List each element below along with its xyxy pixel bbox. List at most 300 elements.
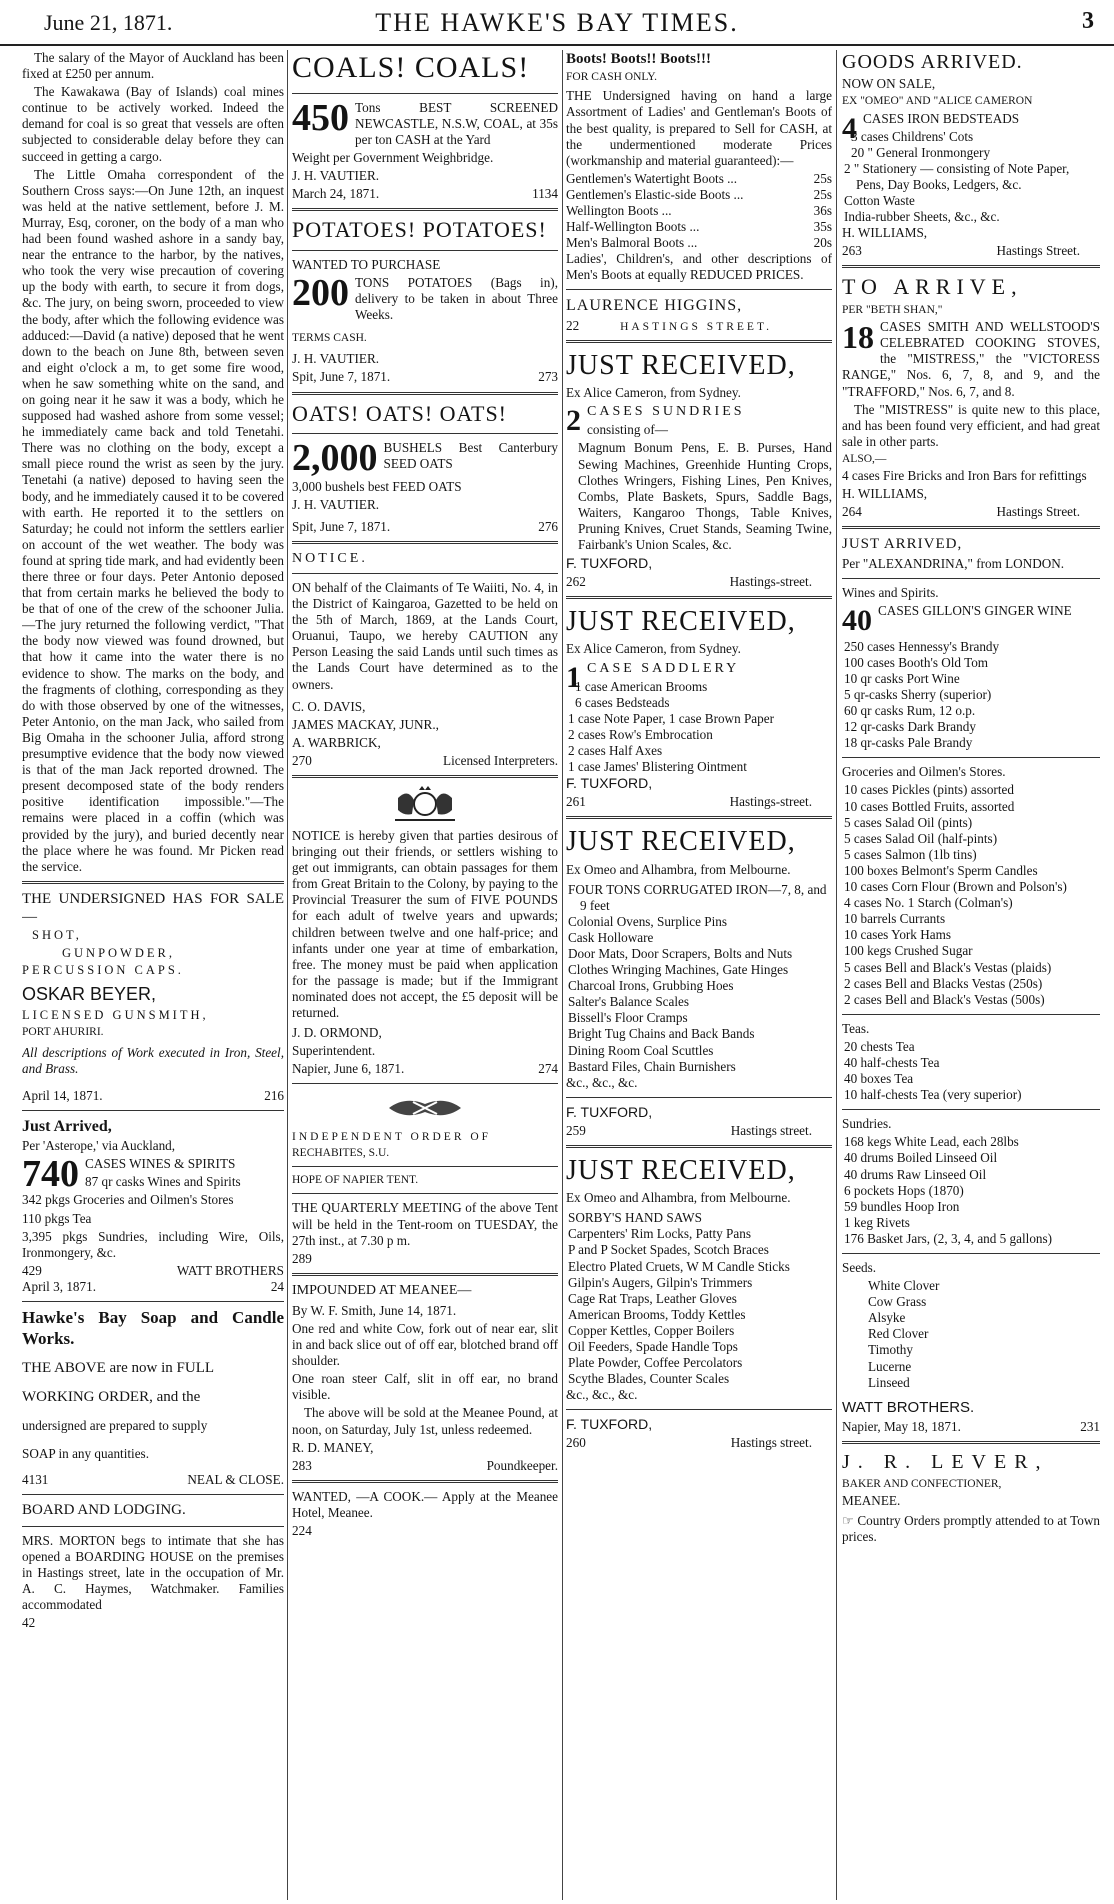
item-list (566, 679, 832, 776)
price-row (566, 235, 832, 251)
price-item-value: 36s (813, 202, 832, 218)
divider (292, 433, 558, 434)
item-list (842, 782, 1100, 1007)
ad-line: undersigned are prepared to supply (22, 1418, 208, 1434)
list-item: FOUR TONS CORRUGATED IRON—7, 8, and 9 feet (568, 881, 827, 913)
divider (842, 757, 1100, 758)
list-item: 2 cases Bell and Blacks Vestas (250s) (844, 975, 1043, 991)
divider (842, 265, 1100, 268)
ad-line: Ex Alice Cameron, from Sydney. (566, 641, 741, 657)
list-item: 6 cases Bedsteads (575, 694, 670, 710)
price-row (566, 219, 832, 235)
ad-line: SOAP in any quantities. (22, 1446, 149, 1462)
ad-line: 87 qr casks Wines and Spirits (85, 1174, 241, 1190)
ad-body: THE Undersigned having on hand a large Assortment of Ladies' and Gentleman's Boots of the best quality, is prepared to Sell for CASH, at the undermentioned moderate Prices (workmanship and material guaranteed):— (566, 88, 832, 168)
ad-name: NEAL & CLOSE. (187, 1472, 284, 1488)
item-list (842, 1134, 1100, 1247)
ad-just-received-saws (566, 1154, 832, 1452)
ad-big-number: 2 (566, 404, 581, 438)
ad-big-number: 1 (566, 660, 581, 694)
ad-heading: COALS! COALS! (292, 51, 530, 84)
ad-body: MRS. MORTON begs to intimate that she has opened a BOARDING HOUSE on the premises in Hastings street, late in the occupation of Mr. A. C. Haymes, Watchmaker. Families accommodated (22, 1532, 284, 1612)
ad-body: Ladies', Children's, and other descriptions of Men's Boots at equally REDUCED PRICES. (566, 251, 832, 283)
ad-number: 4131 (22, 1472, 49, 1488)
list-item: 10 half-chests Tea (very superior) (844, 1087, 1022, 1103)
ad-line: CASE SADDLERY (587, 660, 740, 676)
ad-notice-claimants (292, 550, 558, 769)
list-item: 5 cases Bell and Black's Vestas (plaids) (844, 959, 1052, 975)
ad-watt-just-arrived (22, 1117, 284, 1295)
ad-number: 260 (566, 1435, 586, 1451)
list-item: 40 boxes Tea (844, 1071, 914, 1087)
ad-heading: THE UNDERSIGNED HAS FOR SALE— (22, 890, 284, 926)
ad-number: 259 (566, 1122, 586, 1138)
list-item: Dining Room Coal Scuttles (568, 1042, 714, 1058)
divider (292, 775, 558, 778)
ad-section: Sundries. (842, 1116, 892, 1132)
ad-number: 1134 (532, 186, 558, 202)
ad-line: CASES SUNDRIES (587, 404, 745, 420)
list-item: Gilpin's Augers, Gilpin's Trimmers (568, 1274, 753, 1290)
ad-name: OSKAR BEYER, (22, 984, 157, 1005)
divider (842, 578, 1100, 579)
ad-heading: NOTICE. (292, 550, 368, 566)
item-list (842, 1039, 1100, 1103)
divider (566, 596, 832, 599)
ad-line: One roan steer Calf, slit in off ear, no brand visible. (292, 1371, 558, 1403)
list-item: SORBY'S HAND SAWS (568, 1210, 702, 1226)
ad-line: FOR CASH ONLY. (566, 71, 657, 84)
list-item: India-rubber Sheets, &c., &c. (844, 209, 1000, 225)
list-item: 10 cases Bottled Fruits, assorted (844, 798, 1015, 814)
price-item-name: Half-Wellington Boots ... (566, 219, 700, 235)
ad-heading: Just Arrived, (22, 1117, 112, 1135)
clasped-hands-icon (385, 1090, 465, 1126)
royal-crest-icon (390, 784, 460, 824)
ad-line: WORKING ORDER, and the (22, 1388, 201, 1405)
ad-line: PER "BETH SHAN," (842, 304, 943, 317)
ad-section: Groceries and Oilmen's Stores. (842, 764, 1006, 780)
ad-name: J. H. VAUTIER. (292, 167, 380, 183)
price-item-value: 35s (813, 219, 832, 235)
ad-line: GUNPOWDER, (62, 945, 175, 960)
list-item: Bright Tug Chains and Back Bands (568, 1026, 755, 1042)
ad-cook (292, 1489, 558, 1539)
ad-body: Tons BEST SCREENED NEWCASTLE, N.S.W, COAL, at 35s per ton CASH at the Yard (355, 99, 558, 147)
ad-just-received-sundries (566, 349, 832, 590)
list-item: 6 pockets Hops (1870) (844, 1182, 964, 1198)
ad-number: 264 (842, 504, 862, 520)
divider (566, 1097, 832, 1098)
ad-date: March 24, 1871. (292, 186, 380, 202)
ad-oats (292, 401, 558, 535)
ad-line: PERCUSSION CAPS. (22, 962, 184, 977)
ad-name: R. D. MANEY, (292, 1439, 374, 1455)
list-item: Alsyke (868, 1310, 906, 1326)
ad-line: SHOT, (32, 928, 82, 943)
ad-date: Spit, June 7, 1871. (292, 369, 391, 385)
price-item-name: Gentlemen's Elastic-side Boots ... (566, 186, 744, 202)
ad-number: 274 (538, 1061, 558, 1077)
divider (566, 1409, 832, 1410)
ad-heading: JUST ARRIVED, (842, 536, 963, 553)
divider (566, 1145, 832, 1148)
ad-number: 270 (292, 752, 312, 768)
list-item: 5 cases Salmon (1lb tins) (844, 846, 977, 862)
list-item: 40 drums Boiled Linseed Oil (844, 1150, 998, 1166)
ad-address: Hastings street. (730, 1435, 812, 1451)
price-item-value: 25s (813, 186, 832, 202)
divider (292, 1193, 558, 1194)
ad-number: 273 (538, 369, 558, 385)
ad-number: 283 (292, 1457, 312, 1473)
divider (292, 392, 558, 395)
price-row (566, 171, 832, 187)
list-item: 250 cases Hennessy's Brandy (844, 638, 1000, 654)
ad-heading: GOODS ARRIVED. (842, 51, 1023, 73)
list-item: 5 cases Salad Oil (pints) (844, 814, 973, 830)
ad-name: J. D. ORMOND, (292, 1025, 382, 1041)
ad-line: Per 'Asterope,' via Auckland, (22, 1138, 176, 1154)
column-1 (22, 50, 284, 1900)
list-item: Carpenters' Rim Locks, Patty Pans (568, 1226, 751, 1242)
ad-role: Superintendent. (292, 1043, 376, 1059)
list-item: 1 case Note Paper, 1 case Brown Paper (568, 710, 775, 726)
list-item: 1 case James' Blistering Ointment (568, 759, 747, 775)
ad-address: Hastings-street. (729, 574, 812, 590)
ad-line: RECHABITES, S.U. (292, 1147, 390, 1160)
ad-lever (842, 1450, 1100, 1545)
ad-line: 342 pkgs Groceries and Oilmen's Stores (22, 1192, 234, 1208)
ad-heading: OATS! OATS! OATS! (292, 400, 508, 426)
ad-number: 262 (566, 574, 586, 590)
ad-heading: BOARD AND LODGING. (22, 1502, 186, 1519)
news-item-auckland: The salary of the Mayor of Auckland has been fixed at £250 per annum. (22, 50, 284, 82)
ad-line: Ex Omeo and Alhambra, from Melbourne. (566, 1190, 791, 1206)
ad-number: 24 (270, 1278, 284, 1294)
ad-body: Magnum Bonum Pens, E. B. Purses, Hand Sewing Machines, Greenhide Hunting Crops, Clothes Wringers, Fishing Lines, Pen Knives, Combs, Plate Baskets, Spurs, Saddle Bags, Waiters, Kangaroo Thongs, Table Knives, Pruning Knives, Cruet Stands, Seaming Twine, Fairbank's Union Scales, &c. (578, 440, 832, 553)
list-item: 5 qr-casks Sherry (superior) (844, 687, 992, 702)
divider (292, 573, 558, 574)
ad-number: 216 (264, 1087, 284, 1103)
column-4 (842, 50, 1100, 1900)
list-item: 20 chests Tea (844, 1038, 915, 1054)
divider (566, 816, 832, 819)
list-item: 40 half-chests Tea (844, 1054, 940, 1070)
list-item: Cow Grass (868, 1294, 927, 1310)
list-item: 2 " Stationery — consisting of Note Paper, Pens, Day Books, Ledgers, &c. (844, 160, 1070, 192)
ad-beyer (22, 890, 284, 1104)
list-item: Cage Rat Traps, Leather Gloves (568, 1290, 737, 1306)
ad-line: Ex Omeo and Alhambra, from Melbourne. (566, 861, 791, 877)
ad-heading: JUST RECEIVED, (566, 606, 796, 638)
ad-heading: JUST RECEIVED, (566, 1155, 796, 1186)
ad-line: 110 pkgs Tea (22, 1210, 92, 1226)
divider (842, 1253, 1100, 1254)
list-item: P and P Socket Spades, Scotch Braces (568, 1242, 769, 1258)
ad-line: 3,000 bushels best FEED OATS (292, 478, 462, 494)
ad-line: 3,395 pkgs Sundries, including Wire, Oils, Ironmongery, &c. (22, 1228, 284, 1260)
column-divider (836, 50, 837, 1900)
ad-date: April 3, 1871. (22, 1278, 96, 1294)
ad-big-number: 40 (842, 603, 872, 637)
ad-line: TERMS CASH. (292, 332, 367, 345)
ad-line: THE ABOVE are now in FULL (22, 1360, 215, 1377)
price-item-value: 25s (813, 170, 832, 186)
ad-impounded (292, 1282, 558, 1474)
ad-big-number: 740 (22, 1153, 79, 1196)
list-item: 100 cases Booth's Old Tom (844, 654, 989, 670)
ad-immigration (292, 784, 558, 1077)
ad-body: The "MISTRESS" is quite new to this place, and has been found very efficient, and had great sale in other parts. (842, 401, 1100, 449)
page-number: 3 (1082, 8, 1094, 34)
list-item: 18 qr-casks Pale Brandy (844, 735, 973, 751)
ad-date: Napier, May 18, 1871. (842, 1419, 961, 1435)
ad-body: THE QUARTERLY MEETING of the above Tent will be held in the Tent-room on TUESDAY, the 27th inst., at 7.30 p m. (292, 1200, 558, 1248)
issue-date: June 21, 1871. (44, 10, 173, 35)
ad-name: H. WILLIAMS, (842, 225, 928, 241)
ad-potatoes (292, 217, 558, 385)
ad-big-number: 200 (292, 272, 349, 315)
ad-trade: BAKER AND CONFECTIONER, (842, 1477, 1002, 1490)
ad-big-number: 4 (842, 111, 857, 145)
newspaper-title: THE HAWKE'S BAY TIMES. (375, 8, 739, 37)
list-item: 5 cases Salad Oil (half-pints) (844, 830, 998, 846)
price-row (566, 187, 832, 203)
item-list (566, 1210, 832, 1387)
ad-number: 42 (22, 1615, 36, 1631)
ad-heading: JUST RECEIVED, (566, 350, 796, 382)
list-item: Bastard Files, Chain Burnishers (568, 1058, 736, 1074)
item-list (566, 882, 832, 1075)
list-item: 4 cases No. 1 Starch (Colman's) (844, 895, 1013, 911)
list-item: Scythe Blades, Counter Scales (568, 1371, 730, 1387)
list-item: Salter's Balance Scales (568, 994, 690, 1010)
divider (22, 1494, 284, 1495)
ad-line: &c., &c., &c. (566, 1387, 638, 1403)
ad-place: PORT AHURIRI. (22, 1026, 104, 1039)
ad-body (842, 1513, 1100, 1545)
ad-heading: INDEPENDENT ORDER OF (292, 1131, 492, 1144)
ad-name: J. R. LEVER, (842, 1451, 1049, 1474)
ad-board (22, 1501, 284, 1631)
list-item: 20 " General Ironmongery (851, 144, 991, 160)
list-item: 59 bundles Hoop Iron (844, 1198, 960, 1214)
list-item: Bissell's Floor Cramps (568, 1010, 688, 1026)
list-item: 2 cases Row's Embrocation (568, 726, 713, 742)
divider (292, 541, 558, 544)
ad-big-number: 2,000 (292, 437, 378, 480)
price-item-name: Gentlemen's Watertight Boots ... (566, 170, 738, 186)
divider (842, 1441, 1100, 1444)
divider (292, 1166, 558, 1167)
divider (292, 93, 558, 94)
divider (842, 1109, 1100, 1110)
divider (566, 340, 832, 343)
ad-date: April 14, 1871. (22, 1087, 103, 1103)
ad-line: One red and white Cow, fork out of near ear, slit in and back slice out of off ear, blotched brand off shoulder. (292, 1320, 558, 1369)
ad-number: 22 (566, 317, 580, 333)
ad-just-received-iron (566, 825, 832, 1139)
list-item: 10 cases York Hams (844, 927, 951, 943)
ad-line: CASES GILLON'S GINGER WINE (878, 602, 1072, 618)
ad-heading: Hawke's Bay Soap and Candle Works. (22, 1307, 284, 1348)
ad-number: 276 (538, 518, 558, 534)
masthead (0, 0, 1114, 46)
ad-address: Hastings Street. (996, 504, 1080, 520)
ad-date: Napier, June 6, 1871. (292, 1061, 405, 1077)
ad-number: 429 (22, 1262, 42, 1278)
ad-line: HOPE OF NAPIER TENT. (292, 1174, 419, 1187)
ad-line: consisting of— (587, 422, 668, 438)
column-divider (287, 50, 288, 1900)
price-row (566, 203, 832, 219)
ad-role: Poundkeeper. (486, 1457, 558, 1473)
divider (842, 1014, 1100, 1015)
ad-heading: TO ARRIVE, (842, 274, 1023, 300)
ad-heading: IMPOUNDED AT MEANEE— (292, 1282, 472, 1298)
ad-trade: LICENSED GUNSMITH, (22, 1008, 209, 1023)
ad-name: J. H. VAUTIER. (292, 496, 380, 512)
ad-address: Hastings Street. (996, 243, 1080, 259)
ad-line: ALSO,— (842, 452, 887, 465)
ad-body: ON behalf of the Claimants of Te Waiiti, No. 4, in the District of Kaingaroa, Gazetted to be held on the 5th of March, 1869, at the Lands Court, Oruanui, Taupo, we hereby CAUTION any Person Leasing the said Lands until such times as the Lands Court have determined as to the owners. (292, 579, 558, 692)
divider (292, 208, 558, 211)
ad-to-arrive (842, 274, 1100, 520)
list-item: 2 cases Bell and Black's Vestas (500s) (844, 991, 1045, 1007)
divider (842, 526, 1100, 529)
ad-just-received-saddlery (566, 605, 832, 810)
pointing-hand-icon: ☞ (842, 1512, 858, 1528)
ad-line: WANTED TO PURCHASE (292, 256, 441, 272)
list-item: 10 cases Corn Flour (Brown and Polson's) (844, 879, 1067, 895)
ad-name: F. TUXFORD, (566, 775, 653, 792)
divider (22, 1110, 284, 1111)
list-item: Door Mats, Door Scrapers, Bolts and Nuts (568, 945, 793, 961)
news-item-omaha: The Little Omaha correspondent of the Southern Cross says:—On June 12th, an inquest was held at the native settlement, before J. M. Murray, Esq, coroner, on the body of a man who had been found washed ashore in a sandy bay, near the entrance to the harbor, by the natives, who took the very wise precaution of covering up the body with earth, to secure it from dogs, &c. The jury, on being sworn, proceeded to view the body, after which the following evidence was adduced:—David (a native) deposed that he went down to the beach on June 8th, between seven and eight o'clock a m, to get some fire wood, when he saw something white on the sand, and on going near it he saw it was a body, which he supposed had washed ashore from some vessel; he immediately came back and told Tenetahi. There was no clothing on the body, except a small piece round the wrist as seen by the jury. Tenetahi (a native) deposed to having seen the body, and he immediately caused it to be covered with earth. He reported it to the settlers on Saturday; he could not inform the settlers earlier on account of the wet weather. The body was found at spring tide mark, and had evidently been there three or four days. Peter Antonio deposed that from certain marks he believed the body to be that of one of the crew of the schooner Julia. —The jury returned the following verdict, "That the body now viewed was found drowned, but that how it came into the water there is no evidence to show. The marks on the body, and the fragments of clothing, corresponding as they do with those observed by one of the witnesses, Peter Antonio, on the man Jack, who sailed from Big Omaha in the schooner Julia, afford strong presumptive evidence that the body now viewed is that of the man Jack reported drowned. The present decomposed state of the body renders positive identification impossible."—The remains were placed in a coffin (which was provided by the jury), and buried decently near the place where he was found. Mr Picken read the service. (22, 166, 284, 874)
ad-name: F. TUXFORD, (566, 555, 653, 572)
price-item-name: Men's Balmoral Boots ... (566, 235, 698, 251)
price-item-name: Wellington Boots ... (566, 202, 672, 218)
item-list (842, 129, 1100, 226)
ad-boots (566, 50, 832, 334)
ad-heading: JUST RECEIVED, (566, 826, 796, 858)
ad-number: 224 (292, 1523, 312, 1538)
ad-date: Spit, June 7, 1871. (292, 518, 391, 534)
divider (292, 1480, 558, 1483)
ad-name: WATT BROTHERS (176, 1262, 284, 1278)
ad-body: NOTICE is hereby given that parties desirous of bringing out their friends, or settlers wishing to get out immigrants, can obtain passages for them from Great Britain to the Colony, by paying to the Provincial Treasurer the sum of FIVE POUNDS for each adult of twelve years and upwards; children between twelve and one half-price; and infants under one year at time of embarkation, free. The money must be paid when application for the passage is made; but if the Immigrant nominated does not accept, the £5 deposit will be returned. (292, 827, 558, 1020)
ad-big-number: 450 (292, 96, 349, 139)
list-item: Colonial Ovens, Surplice Pins (568, 913, 727, 929)
ad-coals (292, 50, 558, 202)
ad-address: Hastings street. (730, 1122, 812, 1138)
list-item: 60 qr casks Rum, 12 o.p. (844, 703, 976, 719)
ad-place: MEANEE. (842, 1492, 901, 1508)
item-list (842, 639, 1100, 752)
ad-name: C. O. DAVIS, (292, 698, 366, 714)
list-item: 168 kegs White Lead, each 28lbs (844, 1134, 1019, 1150)
ad-body: BUSHELS Best Canterbury SEED OATS (383, 440, 558, 472)
ad-section: Teas. (842, 1020, 870, 1036)
column-2 (292, 50, 558, 1900)
list-item: Oil Feeders, Spade Handle Tops (568, 1339, 738, 1354)
ad-goods-arrived (842, 50, 1100, 259)
divider (566, 289, 832, 290)
ad-number: 231 (1080, 1419, 1100, 1435)
ad-body: The above will be sold at the Meanee Pound, at noon, on Saturday, July 1st, unless redeemed. (292, 1405, 558, 1437)
ad-note: All descriptions of Work executed in Iron, Steel, and Brass. (22, 1045, 284, 1077)
ad-name: WATT BROTHERS. (842, 1398, 975, 1416)
list-item: 40 drums Raw Linseed Oil (844, 1166, 987, 1182)
ad-name: H. WILLIAMS, (842, 486, 928, 502)
list-item: 10 qr casks Port Wine (844, 670, 960, 686)
ad-body: WANTED, —A COOK.— Apply at the Meanee Hotel, Meanee. (292, 1488, 558, 1520)
list-item: Charcoal Irons, Grubbing Hoes (568, 978, 734, 994)
list-item: Cask Holloware (568, 929, 654, 945)
ad-name: F. TUXFORD, (566, 1416, 653, 1433)
column-divider (562, 50, 563, 1900)
divider (22, 881, 284, 884)
ad-address: HASTINGS STREET. (620, 320, 772, 333)
list-item: 10 cases Pickles (pints) assorted (844, 782, 1014, 798)
list-item: Timothy (868, 1342, 913, 1358)
ad-heading: Boots! Boots!! Boots!!! (566, 51, 711, 67)
ad-name: LAURENCE HIGGINS, (566, 297, 743, 315)
ad-line: CASES WINES & SPIRITS (85, 1156, 236, 1172)
list-item: Cotton Waste (844, 192, 915, 208)
ad-line: Ex Alice Cameron, from Sydney. (566, 385, 741, 401)
ad-heading: POTATOES! POTATOES! (292, 217, 547, 243)
divider (22, 1526, 284, 1527)
list-item: 3 cases Childrens' Cots (851, 128, 974, 144)
list-item: 1 case American Brooms (575, 678, 708, 694)
ad-number: 263 (842, 243, 862, 259)
list-item: 100 kegs Crushed Sugar (844, 943, 973, 959)
ad-watt-just-arrived-london (842, 535, 1100, 1435)
divider (22, 1301, 284, 1302)
ad-rechabites (292, 1090, 558, 1266)
list-item: Electro Plated Cruets, W M Candle Sticks (568, 1258, 790, 1274)
list-item: 12 qr-casks Dark Brandy (844, 719, 976, 735)
list-item: 100 boxes Belmont's Sperm Candles (844, 862, 1038, 878)
ad-name: F. TUXFORD, (566, 1103, 653, 1120)
ad-number: 261 (566, 794, 586, 810)
ad-name: A. WARBRICK, (292, 734, 381, 750)
ad-role: Licensed Interpreters. (443, 752, 558, 768)
list-item: 10 barrels Currants (844, 911, 946, 927)
column-3 (566, 50, 832, 1900)
ad-line: CASES IRON BEDSTEADS (863, 110, 1020, 126)
ad-section: Wines and Spirits. (842, 584, 939, 600)
list-item: Clothes Wringing Machines, Gate Hinges (568, 962, 789, 978)
ad-line: Weight per Government Weighbridge. (292, 149, 494, 165)
list-item: White Clover (868, 1278, 940, 1294)
ad-body: TONS POTATOES (Bags in), delivery to be taken in about Three Weeks. (355, 275, 558, 323)
ad-line: &c., &c., &c. (566, 1074, 638, 1090)
ad-big-number: 18 (842, 319, 874, 356)
ad-line: EX "OMEO" AND "ALICE CAMERON (842, 95, 1033, 108)
list-item: 176 Basket Jars, (2, 3, 4, and 5 gallons) (844, 1230, 1053, 1246)
list-item: 2 cases Half Axes (568, 743, 663, 758)
news-item-kawakawa: The Kawakawa (Bay of Islands) coal mines continue to be actively worked. Indeed the demand for coal is so great that vessels are often subjected to considerable delay before they can succeed in getting a cargo. (22, 84, 284, 164)
ad-number: 289 (292, 1250, 312, 1266)
divider (292, 1083, 558, 1084)
ad-body-text: Country Orders promptly attended to at Town prices. (842, 1512, 1100, 1544)
ad-name: JAMES MACKAY, JUNR., (292, 716, 439, 732)
ad-soap (22, 1308, 284, 1488)
price-list (566, 171, 832, 251)
